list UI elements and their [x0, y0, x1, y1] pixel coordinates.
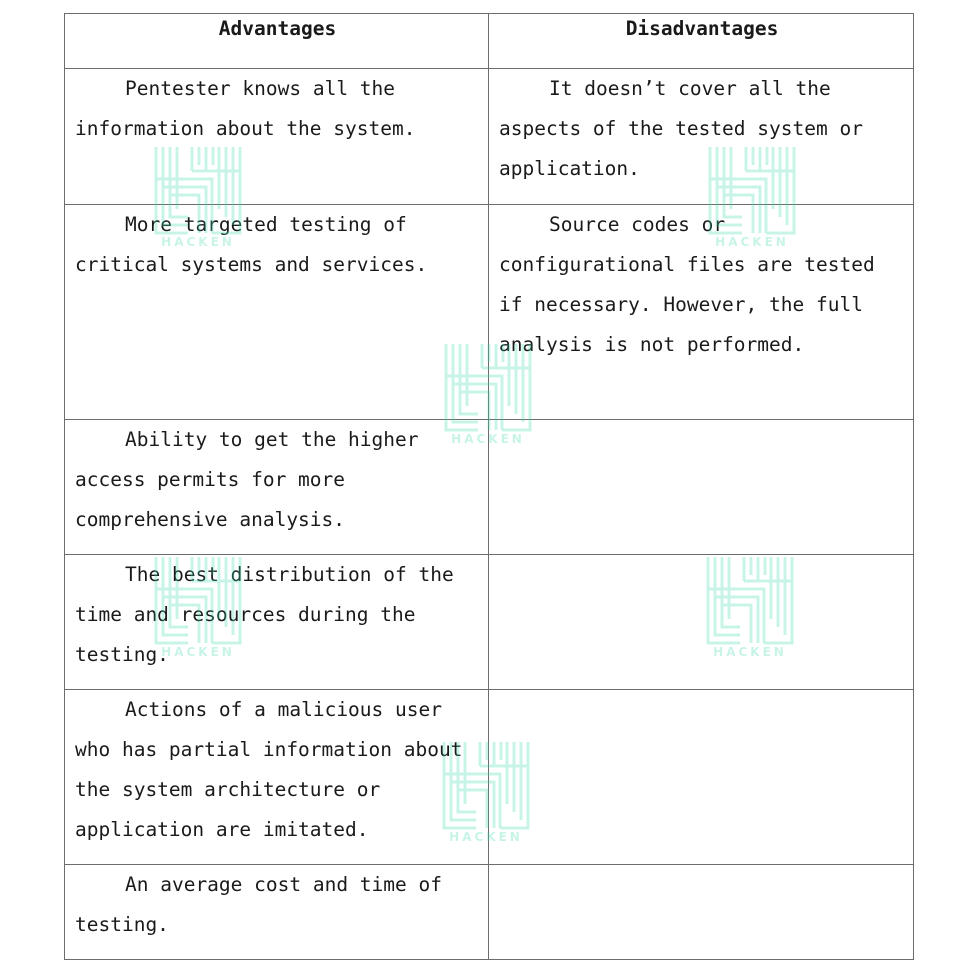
watermark-text: HACKEN: [715, 235, 789, 249]
watermark-text: HACKEN: [713, 645, 787, 659]
disadvantage-cell: [489, 420, 914, 555]
cell-text: More targeted testing of critical systems and services.: [75, 213, 428, 276]
cell-text: Pentester knows all the information about the system.: [75, 77, 416, 140]
watermark-text: HACKEN: [161, 645, 235, 659]
header-advantages: Advantages: [65, 14, 489, 69]
cell-text: Ability to get the higher access permits for more comprehensive analysis.: [75, 428, 419, 531]
cell-text: Actions of a malicious user who has partial information about the system architecture or application are imitated.: [75, 698, 463, 841]
table-row: [65, 555, 914, 690]
watermark-text: HACKEN: [451, 432, 525, 446]
advantages-disadvantages-table: [64, 13, 914, 960]
advantage-cell: [65, 555, 489, 690]
advantage-cell: [65, 865, 489, 960]
table-row: [65, 865, 914, 960]
table-row: [65, 690, 914, 865]
disadvantage-cell: [489, 865, 914, 960]
watermark-text: HACKEN: [449, 830, 523, 844]
advantage-cell: [65, 205, 489, 420]
disadvantage-cell: [489, 205, 914, 420]
advantage-cell: [65, 420, 489, 555]
disadvantage-cell: [489, 555, 914, 690]
cell-text: Source codes or configurational files are tested if necessary. However, the full analysis is not performed.: [499, 213, 875, 356]
advantage-cell: [65, 690, 489, 865]
disadvantage-cell: [489, 69, 914, 205]
cell-text: The best distribution of the time and resources during the testing.: [75, 563, 454, 666]
advantage-cell: [65, 69, 489, 205]
header-disadvantages: Disadvantages: [489, 14, 914, 69]
watermark-text: HACKEN: [161, 235, 235, 249]
cell-text: An average cost and time of testing.: [75, 873, 442, 936]
table-row: [65, 420, 914, 555]
cell-text: It doesn’t cover all the aspects of the tested system or application.: [499, 77, 863, 180]
table-row: [65, 205, 914, 420]
header-row: [65, 14, 914, 69]
disadvantage-cell: [489, 690, 914, 865]
table-row: [65, 69, 914, 205]
